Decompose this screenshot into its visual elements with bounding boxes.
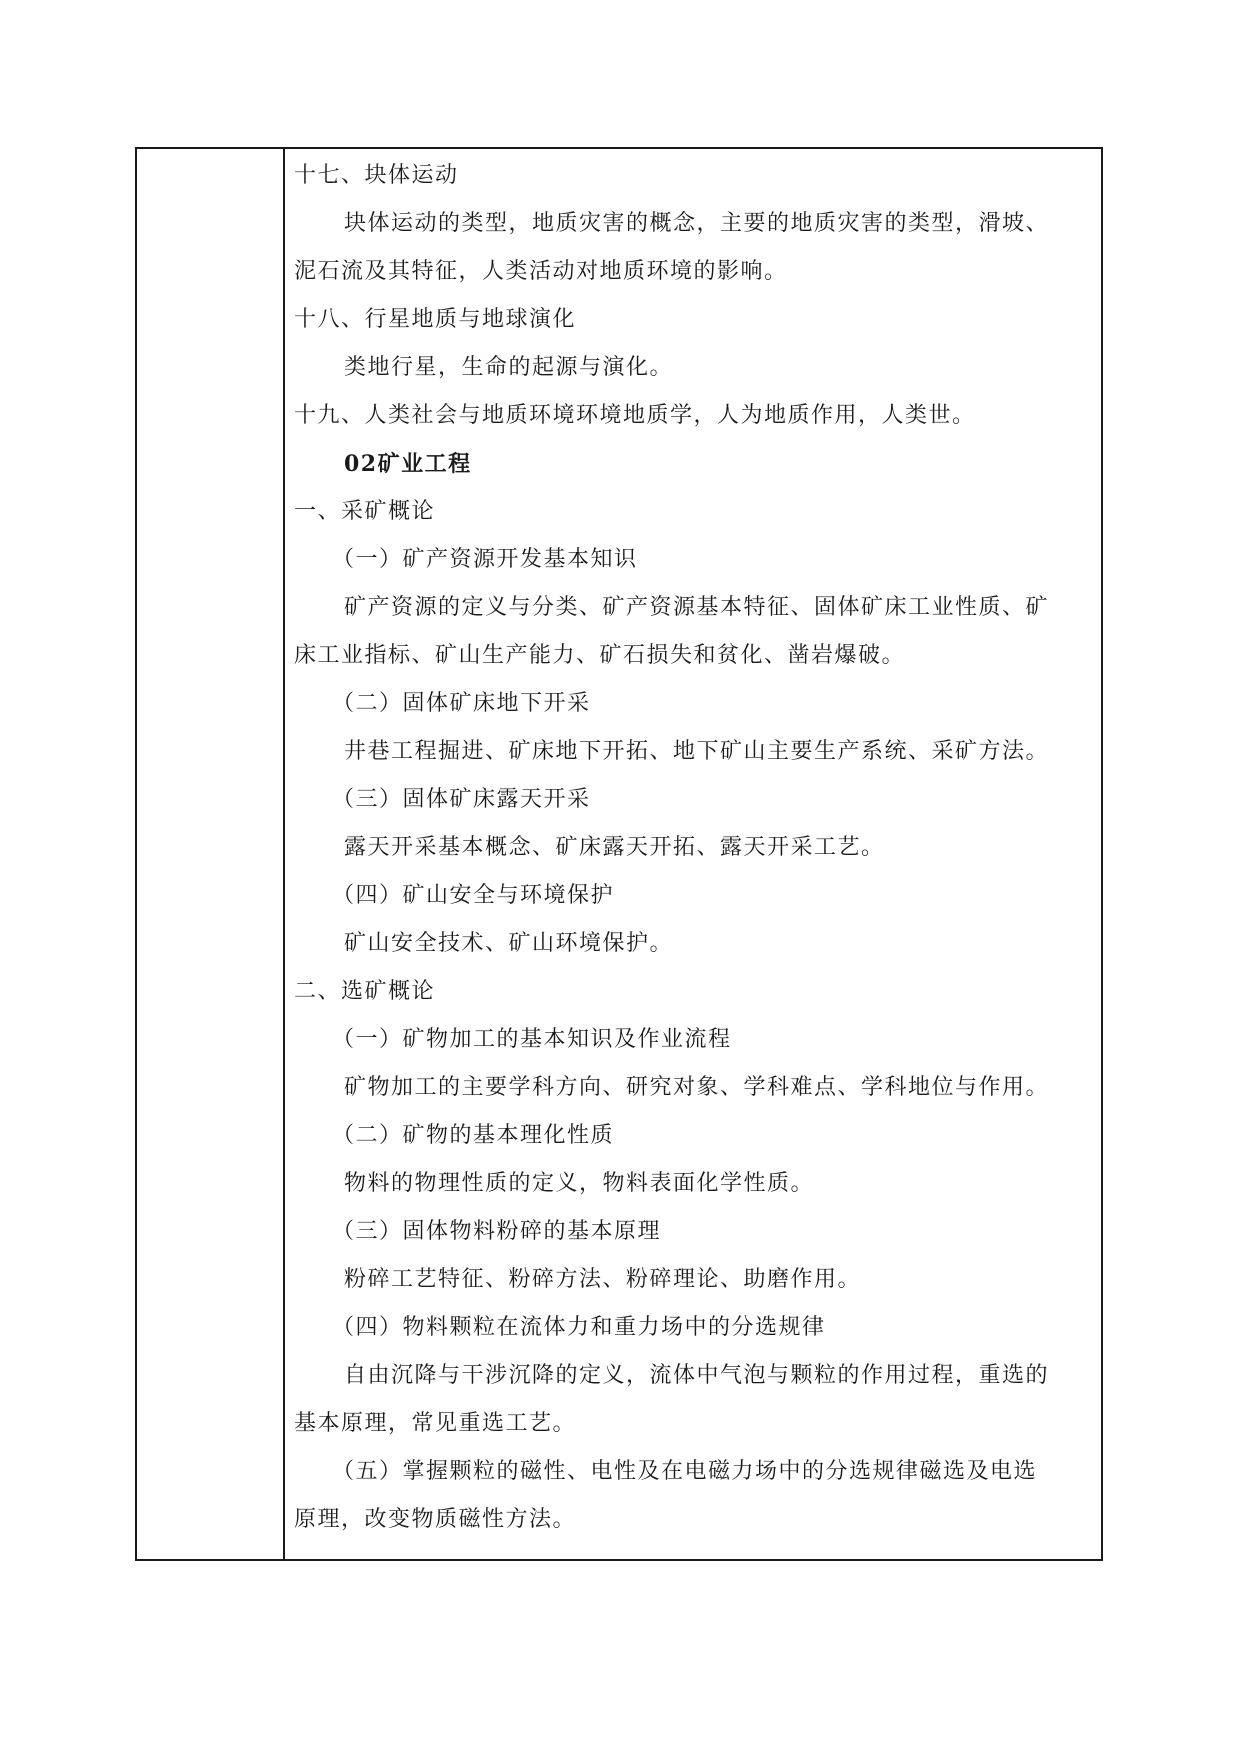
text-line: 露天开采基本概念、矿床露天开拓、露天开采工艺。 (344, 835, 885, 860)
text-line: 原理，改变物质磁性方法。 (294, 1507, 577, 1532)
text-line: 泥石流及其特征，人类活动对地质环境的影响。 (294, 259, 788, 284)
text-line: 块体运动的类型，地质灾害的概念，主要的地质灾害的类型，滑坡、 (344, 211, 1050, 236)
section-heading: 02矿业工程 (344, 451, 472, 477)
text-line: 矿产资源的定义与分类、矿产资源基本特征、固体矿床工业性质、矿 (344, 595, 1050, 620)
text-line: （二）固体矿床地下开采 (332, 691, 591, 716)
text-line: 十八、行星地质与地球演化 (294, 307, 577, 332)
text-line: 类地行星，生命的起源与演化。 (344, 355, 674, 380)
text-line: （一）矿产资源开发基本知识 (332, 547, 638, 572)
text-line: （三）固体物料粉碎的基本原理 (332, 1219, 662, 1244)
text-line: （四）矿山安全与环境保护 (332, 883, 615, 908)
content-table (135, 147, 1103, 1561)
text-line: 床工业指标、矿山生产能力、矿石损失和贫化、凿岩爆破。 (294, 643, 906, 668)
text-line: 自由沉降与干涉沉降的定义，流体中气泡与颗粒的作用过程，重选的 (344, 1363, 1050, 1388)
text-line: （四）物料颗粒在流体力和重力场中的分选规律 (332, 1315, 826, 1340)
text-line: 一、采矿概论 (294, 499, 436, 524)
text-line: 二、选矿概论 (294, 979, 436, 1004)
text-line: （三）固体矿床露天开采 (332, 787, 591, 812)
text-line: （一）矿物加工的基本知识及作业流程 (332, 1027, 732, 1052)
text-line: 基本原理，常见重选工艺。 (294, 1411, 577, 1436)
text-line: （五）掌握颗粒的磁性、电性及在电磁力场中的分选规律磁选及电选 (332, 1459, 1038, 1484)
text-line: 物料的物理性质的定义，物料表面化学性质。 (344, 1171, 815, 1196)
column-divider (283, 149, 285, 1559)
text-line: 粉碎工艺特征、粉碎方法、粉碎理论、助磨作用。 (344, 1267, 862, 1292)
text-line: 矿山安全技术、矿山环境保护。 (344, 931, 674, 956)
text-line: 十九、人类社会与地质环境环境地质学，人为地质作用，人类世。 (294, 403, 976, 428)
text-line: 十七、块体运动 (294, 163, 459, 188)
text-line: 矿物加工的主要学科方向、研究对象、学科难点、学科地位与作用。 (344, 1075, 1050, 1100)
text-line: （二）矿物的基本理化性质 (332, 1123, 615, 1148)
text-line: 井巷工程掘进、矿床地下开拓、地下矿山主要生产系统、采矿方法。 (344, 739, 1050, 764)
